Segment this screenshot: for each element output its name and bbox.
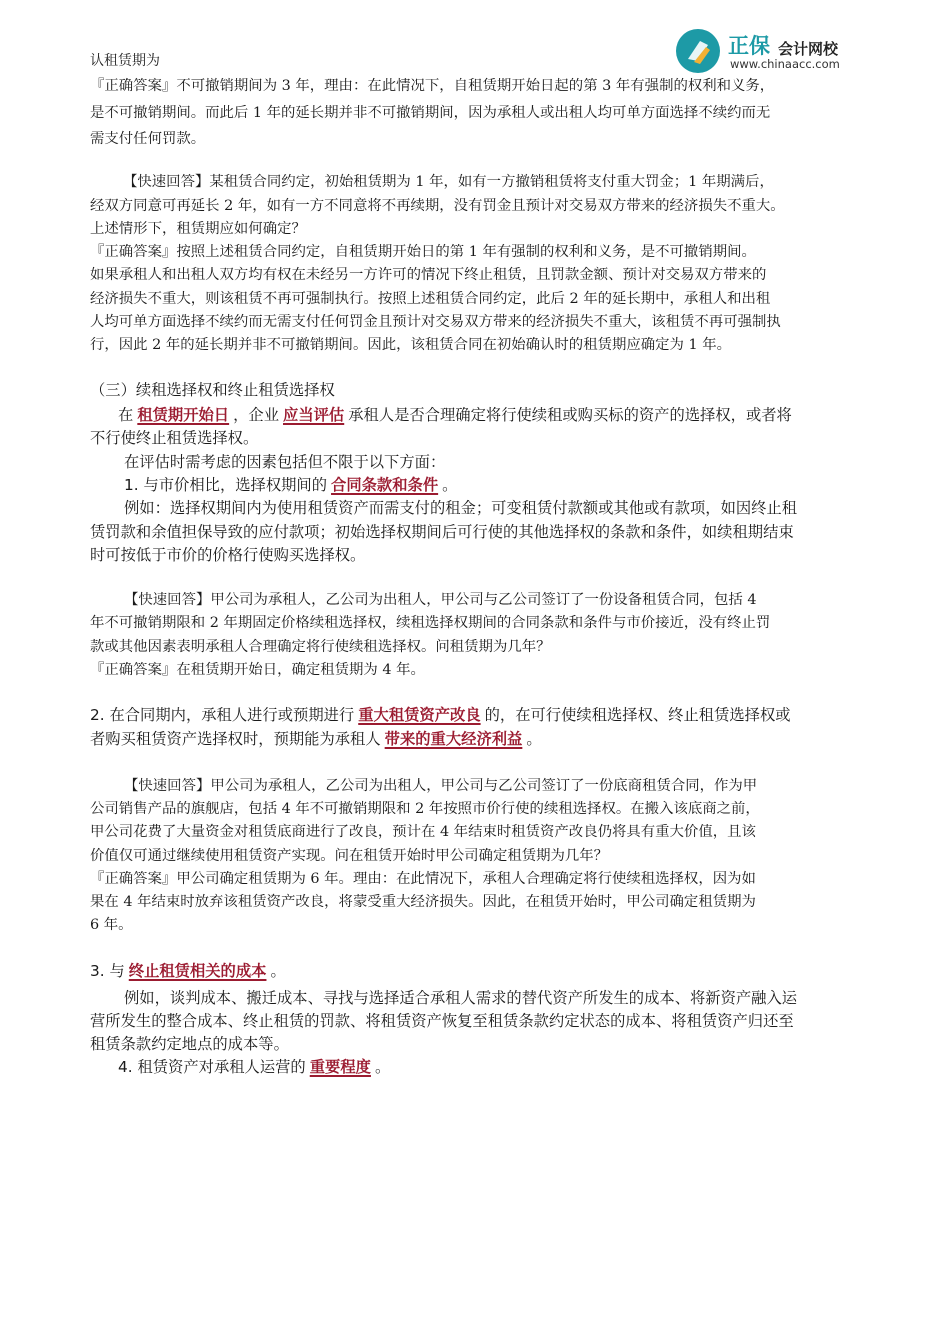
body-line: 租赁条款约定地点的成本等。 — [90, 1035, 289, 1053]
list-item-2: 2. 在合同期内，承租人进行或预期进行 重大租赁资产改良 的，在可行使续租选择权、终止租赁选择权或 — [90, 706, 791, 724]
answer-paragraph-line: 需支付任何罚款。 — [90, 131, 206, 147]
answer-paragraph-line: 行，因此 2 年的延长期并非不可撤销期间。因此，该租赁合同在初始确认时的租赁期应确定为 1 年。 — [90, 337, 732, 353]
quick-answer-line: 【快速回答】甲公司为承租人，乙公司为出租人，甲公司与乙公司签订了一份设备租赁合同，包括 4 — [124, 592, 757, 608]
body-line: 在 租赁期开始日 ，企业 应当评估 承租人是否合理确定将行使续租或购买标的资产的选择权，或者将 — [118, 406, 792, 424]
logo-url-text: www.chinaacc.com — [730, 57, 840, 71]
body-line: 赁罚款和余值担保导致的应付款项；初始选择权期间后可行使的其他选择权的条款和条件，如续租期结束 — [90, 523, 794, 541]
key-term-highlight: 应当评估 — [283, 406, 345, 424]
body-line: 营所发生的整合成本、终止租赁的罚款、将租赁资产恢复至租赁条款约定状态的成本、将租赁资产归还至 — [90, 1012, 794, 1030]
answer-paragraph-line: 『正确答案』甲公司确定租赁期为 6 年。理由：在此情况下，承租人合理确定将行使续租选择权，因为如 — [90, 871, 756, 887]
quick-answer-line: 年不可撤销期限和 2 年期固定价格续租选择权，续租选择权期间的合同条款和条件与市价接近，没有终止罚 — [90, 615, 771, 631]
body-line: 例如，谈判成本、搬迁成本、寻找与选择适合承租人需求的替代资产所发生的成本、将新资产融入运 — [124, 989, 798, 1007]
body-line: 在评估时需考虑的因素包括但不限于以下方面： — [124, 453, 446, 471]
body-line: 例如：选择权期间内为使用租赁资产而需支付的租金；可变租赁付款额或其他或有款项，如因终止租 — [124, 499, 798, 517]
body-line: 不行使终止租赁选择权。 — [90, 429, 259, 447]
answer-paragraph-line: 人均可单方面选择不续约而无需支付任何罚金且预计对交易双方带来的经济损失不重大，该租赁不再可强制执 — [90, 314, 781, 330]
logo[interactable] — [676, 26, 876, 80]
answer-paragraph-line: 经济损失不重大，则该租赁不再可强制执行。按照上述租赁合同约定，此后 2 年的延长期中，承租人和出租 — [90, 291, 771, 307]
quick-answer-line: 【快速回答】甲公司为承租人，乙公司为出租人，甲公司与乙公司签订了一份底商租赁合同，作为甲 — [124, 778, 758, 794]
cropped-previous-line: 认租赁期为 — [90, 53, 160, 69]
quick-answer-line: 上述情形下，租赁期应如何确定？ — [90, 221, 306, 237]
quick-answer-line: 经双方同意可再延长 2 年，如有一方不同意将不再续期，没有罚金且预计对交易双方带来的经济损失不重大。 — [90, 198, 785, 214]
quick-answer-line: 公司销售产品的旗舰店，包括 4 年不可撤销期限和 2 年按照市价行使的续租选择权。在搬入该底商之前， — [90, 801, 760, 817]
answer-paragraph-line: 6 年。 — [90, 917, 133, 933]
logo-brand-text: 正保 — [728, 34, 770, 58]
answer-paragraph-line: 如果承租人和出租人双方均有权在未经另一方许可的情况下终止租赁，且罚款金额、预计对交易双方带来的 — [90, 267, 767, 283]
key-term-highlight: 带来的重大经济利益 — [384, 730, 523, 748]
quick-answer-line: 款或其他因素表明承租人合理确定将行使续租选择权。问租赁期为几年？ — [90, 639, 551, 655]
answer-paragraph-line: 『正确答案』不可撤销期间为 3 年，理由：在此情况下，自租赁期开始日起的第 3 年有强制的权利和义务， — [90, 78, 775, 94]
key-term-highlight: 终止租赁相关的成本 — [128, 962, 267, 980]
body-line: 者购买租赁资产选择权时，预期能为承租人 带来的重大经济利益 。 — [90, 730, 542, 748]
logo-emblem-icon — [676, 29, 720, 73]
answer-paragraph-line: 是不可撤销期间。而此后 1 年的延长期并非不可撤销期间，因为承租人或出租人均可单方面选择不续约而无 — [90, 105, 771, 121]
key-term-highlight: 重大租赁资产改良 — [358, 706, 481, 724]
list-item-3: 3. 与 终止租赁相关的成本 。 — [90, 962, 286, 980]
quick-answer-line: 价值仅可通过继续使用租赁资产实现。问在租赁开始时甲公司确定租赁期为几年？ — [90, 848, 609, 864]
list-item-4: 4. 租赁资产对承租人运营的 重要程度 。 — [118, 1058, 391, 1076]
answer-paragraph-line: 『正确答案』按照上述租赁合同约定，自租赁期开始日的第 1 年有强制的权利和义务，是不可撤销期间。 — [90, 244, 756, 260]
quick-answer-line: 【快速回答】某租赁合同约定，初始租赁期为 1 年，如有一方撤销租赁将支付重大罚金；1 年期满后， — [123, 174, 774, 190]
list-item-1: 1. 与市价相比，选择权期间的 合同条款和条件 。 — [124, 476, 458, 494]
answer-paragraph-line: 『正确答案』在租赁期开始日，确定租赁期为 4 年。 — [90, 662, 425, 678]
section-heading: （三）续租选择权和终止租赁选择权 — [90, 381, 335, 399]
quick-answer-line: 甲公司花费了大量资金对租赁底商进行了改良，预计在 4 年结束时租赁资产改良仍将具有重大价值，且该 — [90, 824, 756, 840]
body-line: 时可按低于市价的价格行使购买选择权。 — [90, 546, 366, 564]
key-term-highlight: 合同条款和条件 — [331, 476, 439, 494]
key-term-highlight: 重要程度 — [309, 1058, 371, 1076]
logo-subtitle-text: 会计网校 — [778, 40, 839, 58]
key-term-highlight: 租赁期开始日 — [137, 406, 230, 424]
answer-paragraph-line: 果在 4 年结束时放弃该租赁资产改良，将蒙受重大经济损失。因此，在租赁开始时，甲公司确定租赁期为 — [90, 894, 756, 910]
